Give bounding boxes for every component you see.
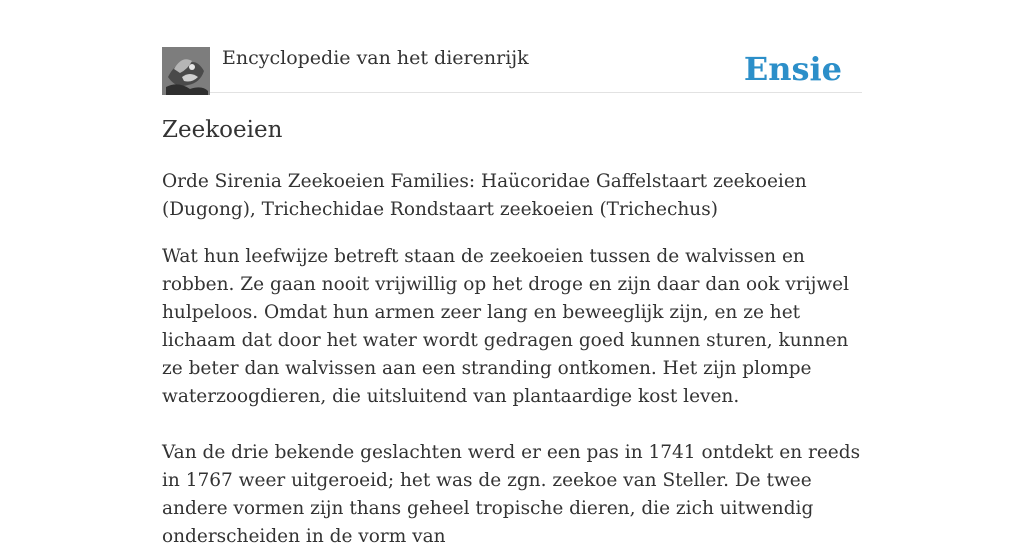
article-paragraph: Van de drie bekende geslachten werd er een pas in 1741 ontdekt en reeds in 1767 weer uitgeroeid; het was de zgn. zeekoe van Steller. De twee andere vormen zijn thans geheel tropische dieren, die zich uitwendig onderscheiden in de vorm van <box>162 442 861 547</box>
site-title[interactable]: Encyclopedie van het dierenrijk <box>222 47 529 69</box>
brand-logo[interactable]: Ensie <box>743 50 842 88</box>
header <box>162 0 862 93</box>
article-paragraph: Wat hun leefwijze betreft staan de zeekoeien tussen de walvissen en robben. Ze gaan nooit vrijwillig op het droge en zijn daar dan ook vrijwel hulpeloos. Omdat hun armen zeer lang en beweeglijk zijn, en ze het lichaam dat door het water wordt gedragen goed kunnen sturen, kunnen ze beter dan walvissen aan een stranding ontkomen. Het zijn plompe waterzoogdieren, die uitsluitend van plantaardige kost leven. <box>162 246 850 407</box>
book-cover-avatar[interactable] <box>162 47 210 95</box>
article-intro: Orde Sirenia Zeekoeien Families: Haücoridae Gaffelstaart zeekoeien (Dugong), Trichechidae Rondstaart zeekoeien (Trichechus) <box>162 171 807 220</box>
page-title: Zeekoeien <box>162 117 283 143</box>
article-container <box>162 0 862 547</box>
animal-illustration-icon <box>162 47 210 95</box>
